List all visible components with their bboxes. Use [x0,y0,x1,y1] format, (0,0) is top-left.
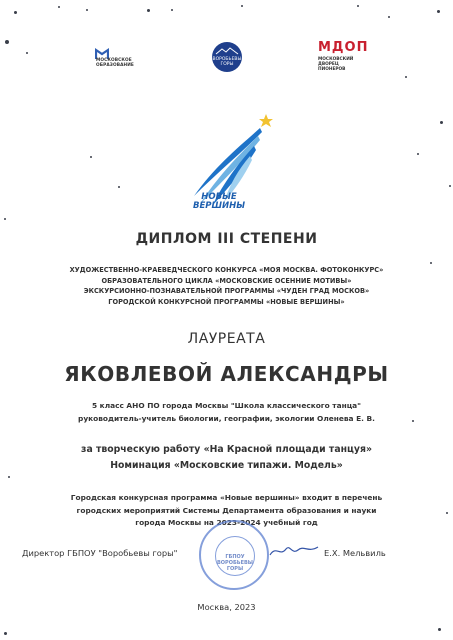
school-info [0,399,453,425]
program-line: городских мероприятий Системы Департамента образования и науки [76,505,377,515]
decor-dot [4,632,7,635]
decor-dot [417,153,419,155]
decor-dot [437,10,440,13]
decor-dot [388,16,390,18]
decor-dot [14,11,17,14]
decor-dot [440,121,443,124]
laureate-heading: ЛАУРЕАТА [187,331,266,347]
place-date: Москва, 2023 [197,602,256,612]
diploma-title: ДИПЛОМ III СТЕПЕНИ [135,231,318,247]
decor-dot [438,628,441,631]
work-line: за творческую работу «На Красной площади танцуя» [81,444,372,455]
decor-dot [58,6,60,8]
contest-description [0,265,453,307]
moscow-education-logo-text [96,58,134,68]
school-line: 5 класс АНО ПО города Москвы "Школа классического танца" [91,401,362,410]
decor-dot [118,186,120,188]
vorobyovy-gory-logo [212,42,242,72]
signature-icon [268,541,320,559]
recipient-name: ЯКОВЛЕВОЙ АЛЕКСАНДРЫ [64,362,389,386]
decor-dot [241,5,243,7]
director-name: Е.Х. Мельвиль [324,548,386,558]
school-line: руководитель-учитель биологии, географии, экологии Оленева Е. В. [78,414,375,423]
decor-dot [8,476,10,478]
edu-logo-line: МОСКОВСКОЕ [96,58,132,63]
director-title: Директор ГБПОУ "Воробьевы горы" [22,548,178,558]
contest-line: ХУДОЖЕСТВЕННО-КРАЕВЕДЧЕСКОГО КОНКУРСА «МОЯ МОСКВА. ФОТОКОНКУРС» [69,266,384,274]
decor-dot [449,185,451,187]
mdop-logo-line: ДВОРЕЦ [318,62,339,67]
decor-dot [26,52,28,54]
contest-line: ОБРАЗОВАТЕЛЬНОГО ЦИКЛА «МОСКОВСКИЕ ОСЕННИЕ МОТИВЫ» [101,276,352,285]
mdop-logo-line: МОСКОВСКИЙ [318,57,354,62]
mdop-logo-mark: МДОП [318,40,369,55]
decor-dot [147,9,150,12]
decor-dot [405,76,407,78]
seal-text [216,554,254,572]
mdop-logo-text [318,57,353,72]
official-seal [199,520,269,590]
contest-line: ЭКСКУРСИОННО-ПОЗНАВАТЕЛЬНОЙ ПРОГРАММЫ «ЧУДЕН ГРАД МОСКОВ» [83,287,370,296]
contest-line: ГОРОДСКОЙ КОНКУРСНОЙ ПРОГРАММЫ «НОВЫЕ ВЕРШИНЫ» [108,297,345,306]
work-line: Номинация «Московские типажи. Модель» [110,459,343,471]
decor-dot [86,9,88,11]
decor-dot [90,156,92,158]
work-info [0,442,453,473]
decor-dot [171,9,173,11]
decor-dot [5,40,9,44]
decor-dot [357,5,359,7]
moscow-education-logo-icon [95,45,109,57]
program-line: города Москвы на 2023-2024 учебный год [135,518,318,527]
edu-logo-line: ОБРАЗОВАНИЕ [96,63,134,68]
decor-dot [430,262,432,264]
emblem-line: ВЕРШИНЫ [193,201,246,211]
seal-line: ГБПОУ [225,554,245,560]
seal-line: ВОРОБЬЕВЫ [216,560,253,566]
decor-dot [4,218,6,220]
seal-inner-ring [215,536,255,576]
mdop-logo-line: ПИОНЕРОВ [318,67,346,72]
emblem-line: НОВЫЕ [201,192,237,202]
vorobyovy-logo-line: ГОРЫ [220,62,234,67]
emblem-text [193,193,245,211]
seal-line: ГОРЫ [226,566,244,572]
vorobyovy-logo-line: ВОРОБЬЕВЫ [212,57,242,62]
program-line: Городская конкурсная программа «Новые вершины» входит в перечень [70,493,383,502]
